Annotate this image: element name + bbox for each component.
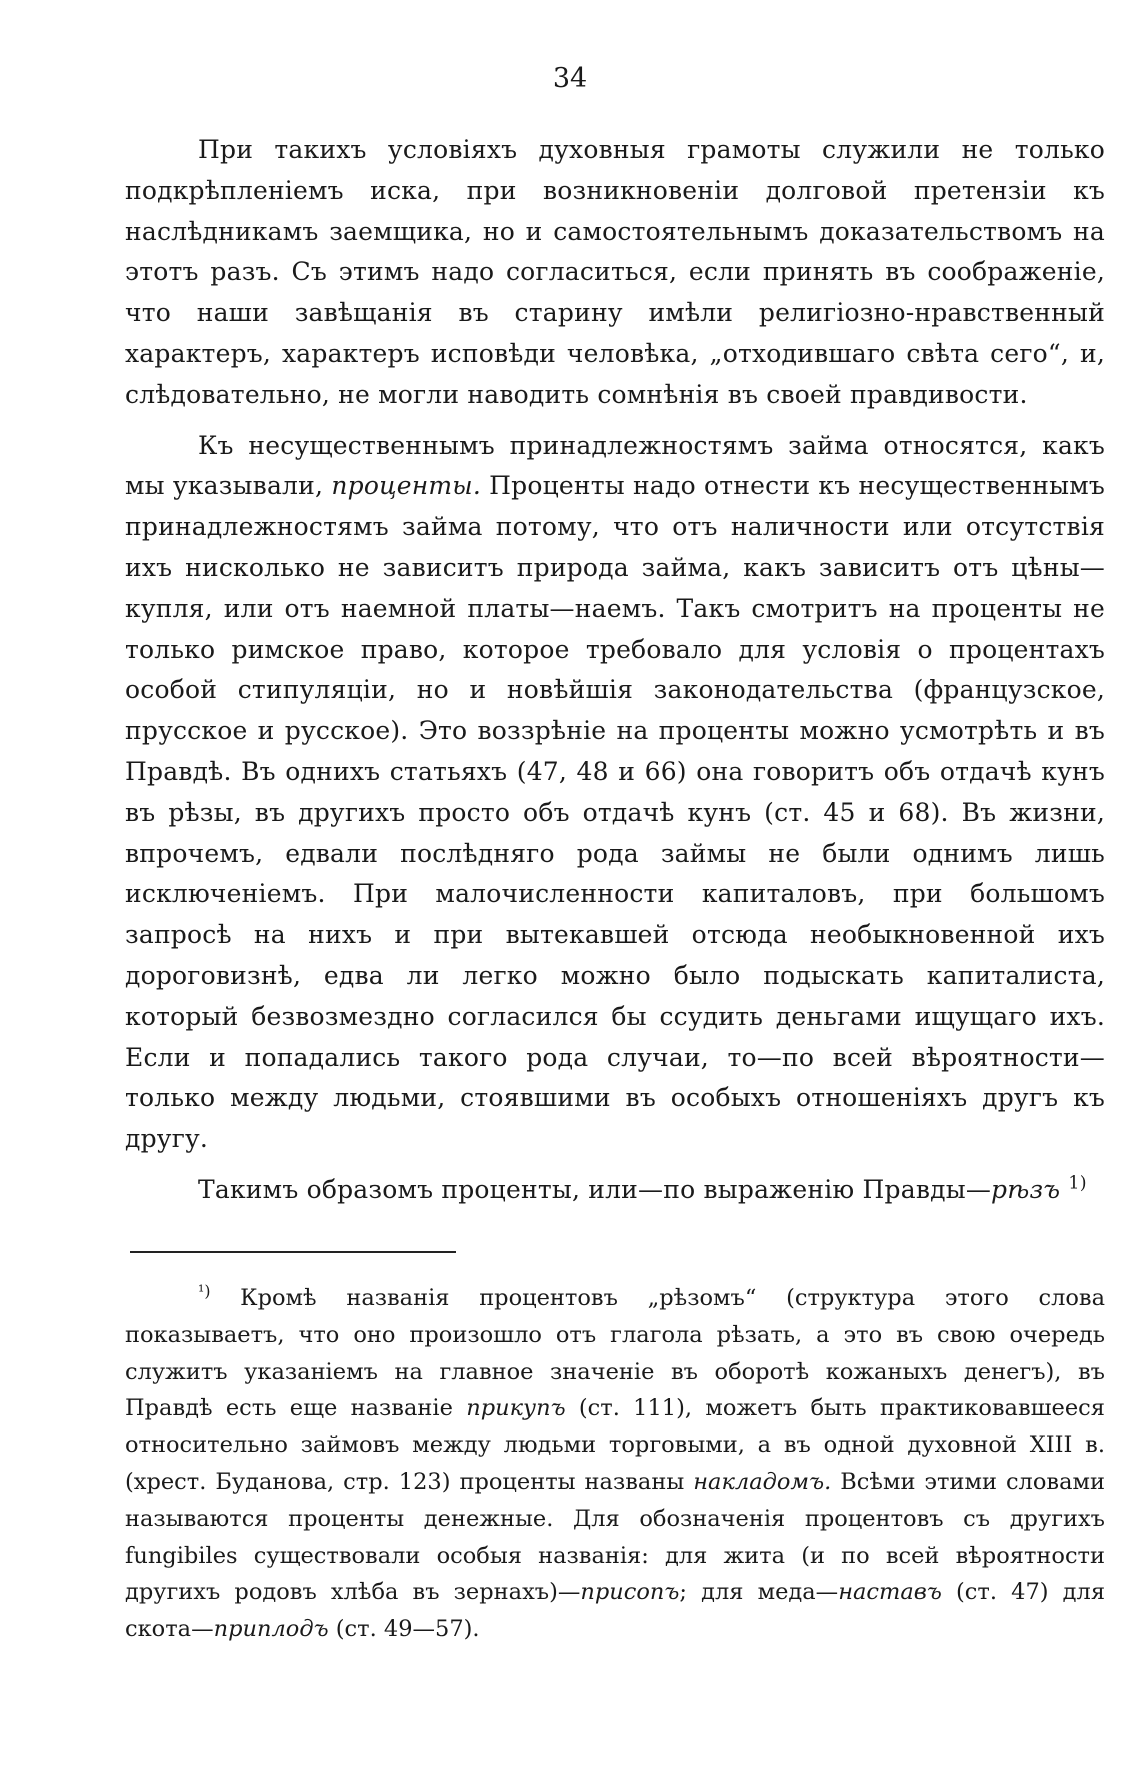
paragraph	[125, 130, 1105, 416]
footnote-text: Всѣми этими словами называются проценты денежные. Для обозначенія процентовъ съ другихъ fungibiles существовали особыя названія: для жита (и по всей вѣроятности другихъ родовъ хлѣба въ зернахъ)—	[125, 1468, 1105, 1606]
paragraph-text: Проценты надо отнести къ несущественнымъ принадлежностямъ займа потому, что отъ наличности или отсутствія ихъ нисколько не зависитъ природа займа, какъ зависитъ отъ цѣны—купля, или отъ наемной платы—наемъ. Такъ смотритъ на проценты не только римское право, которое требовало для условія о процентахъ особой стипуляціи, но и новѣйшія законодательства (французское, прусское и русское). Это воззрѣніе на проценты можно усмотрѣть и въ Правдѣ. Въ однихъ статьяхъ (47, 48 и 66) она говоритъ объ отдачѣ кунъ въ рѣзы, въ другихъ просто объ отдачѣ кунъ (ст. 45 и 68). Въ жизни, впрочемъ, едвали послѣдняго рода займы не были однимъ лишь исключеніемъ. При малочисленности капиталовъ, при большомъ запросѣ на нихъ и при вытекавшей отсюда необыкновенной ихъ дороговизнѣ, едва ли легко можно было подыскать капиталиста, который безвозмездно согласился бы ссудить деньгами ищущаго ихъ. Если и попадались такого рода случаи, то—по всей вѣроятности—только между людьми, стоявшими въ особыхъ отношеніяхъ другъ къ другу.	[125, 471, 1105, 1154]
paragraph-text: При такихъ условіяхъ духовныя грамоты служили не только подкрѣпленіемъ иска, при возникновеніи долговой претензіи къ наслѣдникамъ заемщика, но и самостоятельнымъ доказательствомъ на этотъ разъ. Съ этимъ надо согласиться, если принять въ соображеніе, что наши завѣщанія въ старину имѣли религіозно-нравственный характеръ, характеръ исповѣди человѣка, „отходившаго свѣта сего“, и, слѣдовательно, не могли наводить сомнѣнія въ своей правдивости.	[125, 135, 1105, 409]
footnote-text: (ст. 49—57).	[328, 1616, 480, 1643]
footnote-divider	[130, 1251, 456, 1253]
footnote-term: прикупъ	[466, 1395, 566, 1422]
footnote-section	[125, 1280, 1105, 1648]
footnote-term: накладомъ.	[693, 1468, 832, 1495]
footnote-text: (ст. 47) для скота—	[125, 1579, 1106, 1643]
footnote-text: Кромѣ названія процентовъ „рѣзомъ“ (структура этого слова показываетъ, что оно произошло отъ глагола рѣзать, а это въ свою очередь служитъ указаніемъ на главное значеніе въ оборотѣ кожаныхъ денегъ), въ Правдѣ есть еще названіе	[125, 1285, 1105, 1422]
footnote-term: присопъ	[580, 1579, 680, 1606]
footnote	[125, 1280, 1105, 1648]
paragraph-text: Къ несущественнымъ принадлежностямъ займа относятся, какъ мы указывали,	[125, 430, 1105, 501]
emphasized-term: проценты.	[331, 471, 481, 501]
paragraph-text: Такимъ образомъ проценты, или—по выраженію Правды—	[198, 1174, 992, 1204]
footnote-text: (ст. 111), можетъ быть практиковавшееся относительно займовъ между людьми торговыми, а въ одной духовной XIII в. (хрест. Буданова, стр. 123) проценты названы	[125, 1395, 1105, 1495]
paragraph	[125, 426, 1105, 1160]
footnote-reference: 1)	[1068, 1173, 1087, 1194]
footnote-text: ; для меда—	[679, 1579, 839, 1606]
page-number: 34	[552, 63, 588, 94]
footnote-marker: ¹)	[198, 1281, 211, 1301]
footnote-term: наставъ	[838, 1579, 942, 1606]
emphasized-term: рѣзъ	[991, 1174, 1061, 1204]
paragraph	[125, 1170, 1105, 1211]
footnote-term: приплодъ	[213, 1616, 329, 1643]
main-text	[125, 130, 1105, 1211]
